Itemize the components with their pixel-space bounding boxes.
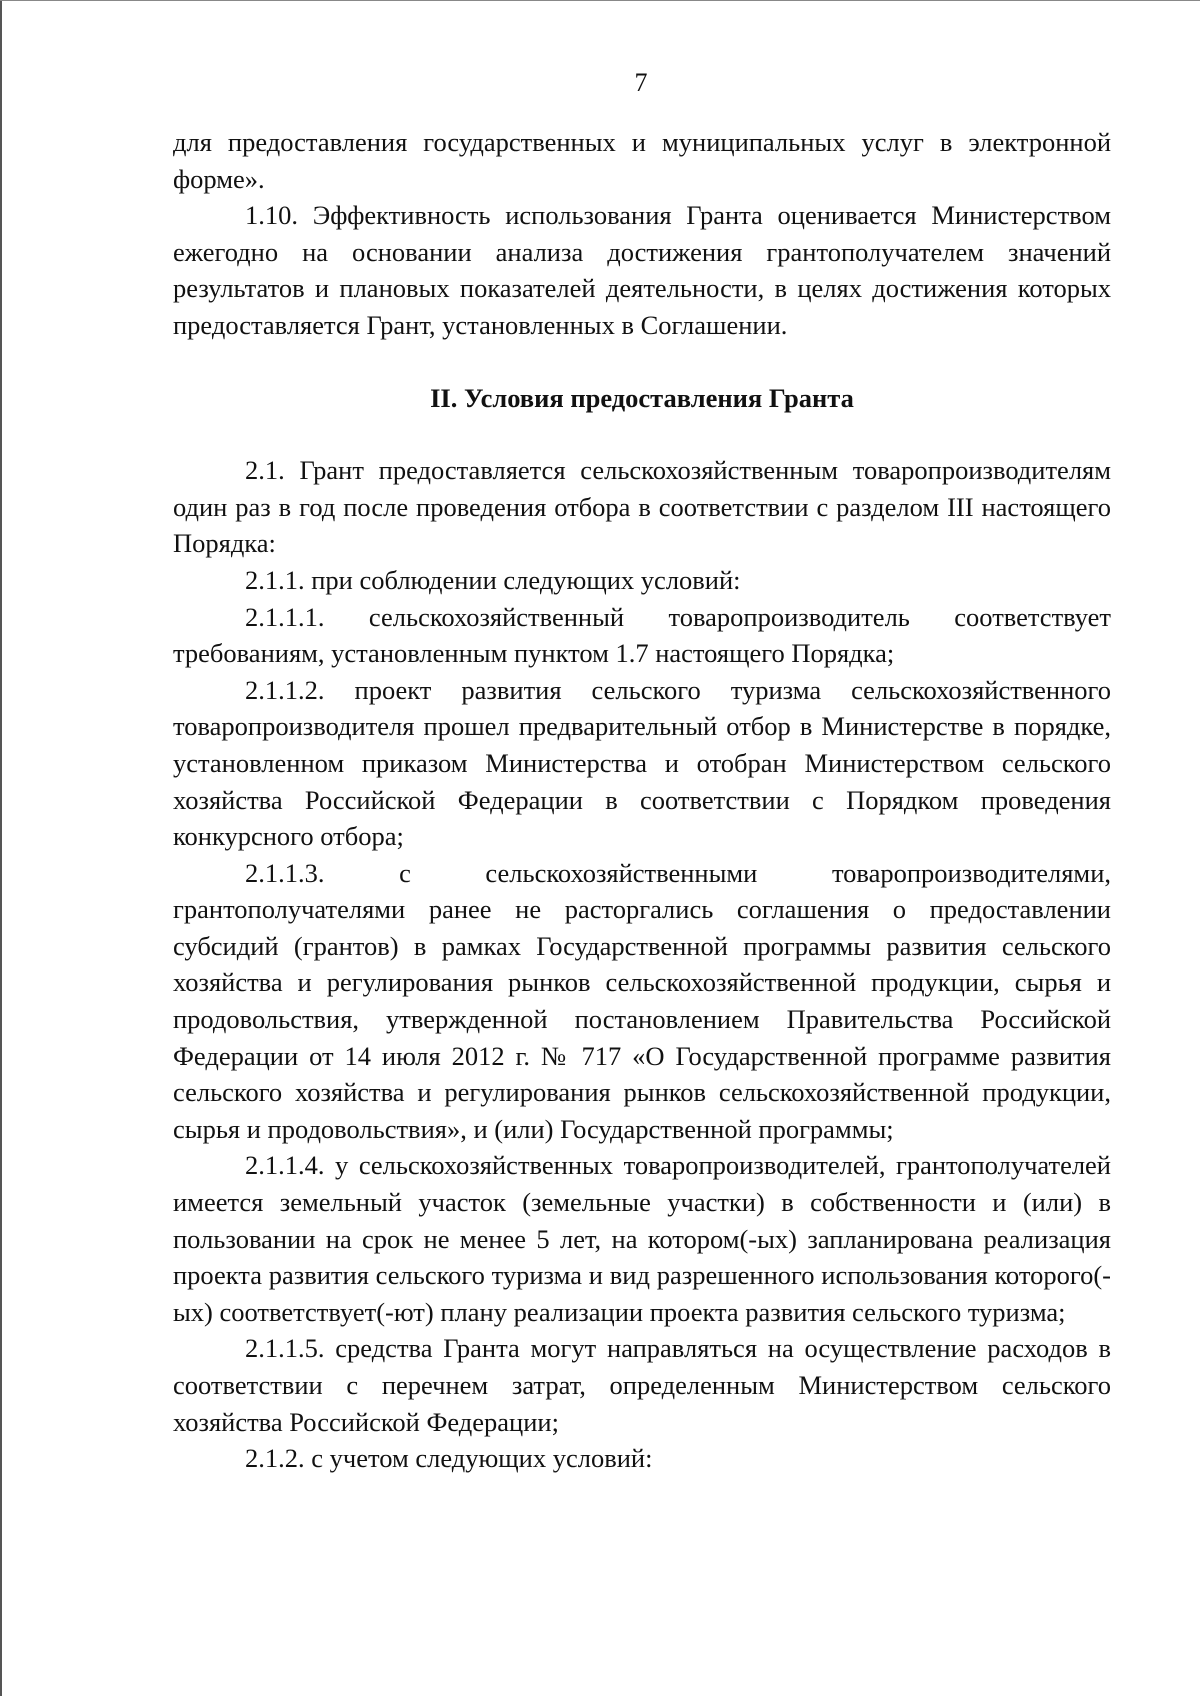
- paragraph-2-1-1-3: 2.1.1.3. с сельскохозяйственными товаропроизводителями, грантополучателями ранее не расторгались соглашения о предоставлении субсидий (грантов) в рамках Государственной программы развития сельского хозяйства и регулирования рынков сельскохозяйственной продукции, сырья и продовольствия, утвержденной постановлением Правительства Российской Федерации от 14 июля 2012 г. № 717 «О Государственной программе развития сельского хозяйства и регулирования рынков сельскохозяйственной продукции, сырья и продовольствия», и (или) Государственной программы;: [173, 857, 1111, 1144]
- paragraph-1-10: 1.10. Эффективность использования Гранта оценивается Министерством ежегодно на основании анализа достижения грантополучателем значений результатов и плановых показателей деятельности, в целях достижения которых предоставляется Грант, установленных в Соглашении.: [173, 200, 1111, 340]
- section-heading: II. Условия предоставления Гранта: [430, 382, 854, 413]
- page-left-edge: [0, 0, 2, 1696]
- paragraph-2-1-1-4: 2.1.1.4. у сельскохозяйственных товаропроизводителей, грантополучателей имеется земельный участок (земельные участки) в собственности и (или) в пользовании на срок не менее 5 лет, на котором(-ых) запланирована реализация проекта развития сельского туризма и вид разрешенного использования которого(-ых) соответствует(-ют) плану реализации проекта развития сельского туризма;: [173, 1150, 1111, 1327]
- paragraph-2-1-1: 2.1.1. при соблюдении следующих условий:: [245, 564, 741, 595]
- paragraph-2-1: 2.1. Грант предоставляется сельскохозяйственным товаропроизводителям один раз в год после проведения отбора в соответствии с разделом III настоящего Порядка:: [173, 455, 1111, 559]
- page-number: 7: [634, 68, 648, 97]
- page-top-edge: [0, 0, 1200, 1]
- paragraph-2-1-1-1: 2.1.1.1. сельскохозяйственный товаропроизводитель соответствует требованиям, установленным пунктом 1.7 настоящего Порядка;: [173, 601, 1111, 669]
- paragraph-2-1-1-5: 2.1.1.5. средства Гранта могут направляться на осуществление расходов в соответствии с перечнем затрат, определенным Министерством сельского хозяйства Российской Федерации;: [173, 1333, 1111, 1437]
- paragraph-2-1-2: 2.1.2. с учетом следующих условий:: [245, 1443, 653, 1474]
- paragraph-continuation: для предоставления государственных и муниципальных услуг в электронной форме».: [173, 127, 1111, 194]
- paragraph-2-1-1-2: 2.1.1.2. проект развития сельского туризма сельскохозяйственного товаропроизводителя прошел предварительный отбор в Министерстве в порядке, установленном приказом Министерства и отобран Министерством сельского хозяйства Российской Федерации в соответствии с Порядком проведения конкурсного отбора;: [173, 674, 1111, 852]
- document-body: [173, 124, 1111, 1477]
